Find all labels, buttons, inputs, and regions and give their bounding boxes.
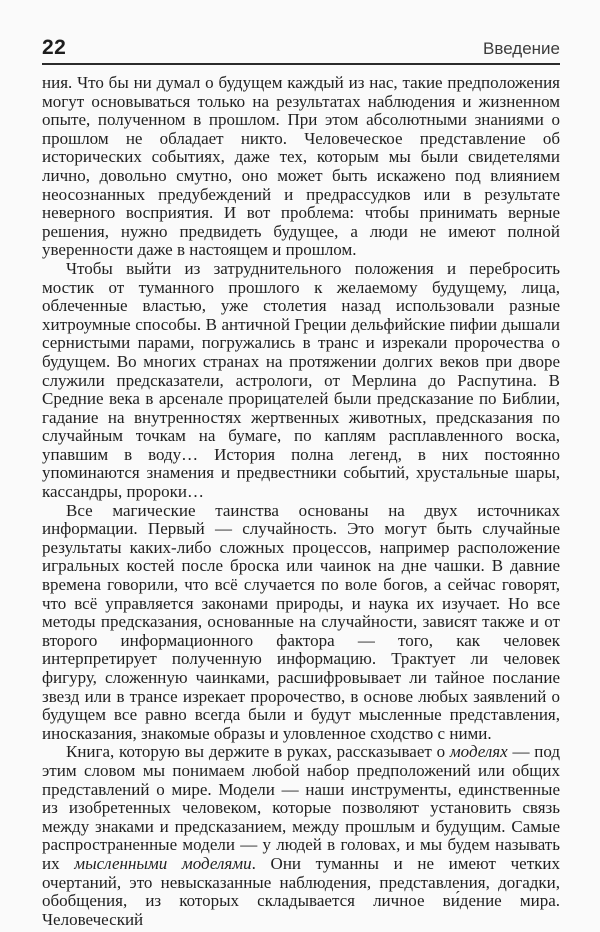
text-segment: Книга, которую вы держите в руках, рассказывает о bbox=[66, 742, 450, 762]
paragraph bbox=[42, 502, 560, 744]
text-segment: ния. Что бы ни думал о будущем каждый из нас, такие предположения могут основываться только на результатах наблюдения и жизненном опыте, полученном в прошлом. При этом абсолютными знаниями о прошлом не обладает никто. Человеческое представление об исторических событиях, даже тех, которым мы были свидетелями лично, довольно смутно, оно может быть искажено под влиянием неосознанных предубеждений и предрассудков или в результате неверного восприятия. И вот проблема: чтобы принимать верные решения, нужно предвидеть будущее, а люди не имеют полной уверенности даже в настоящем и прошлом. bbox=[42, 73, 560, 260]
text-segment: — под этим словом мы понимаем любой набор предположений или общих представлений о мире. Модели — наши инструменты, единственные из изобретенных человеком, которые позволяют установить связь между знаками и предсказанием, между прошлым и будущим. Самые распространенные модели — у людей в головах, и мы будем называть их bbox=[42, 742, 560, 873]
paragraph bbox=[42, 743, 560, 929]
paragraph bbox=[42, 260, 560, 502]
italic-text-segment: мысленными моделями bbox=[74, 853, 252, 873]
page-text bbox=[42, 74, 560, 929]
text-segment: Чтобы выйти из затруднительного положения и перебросить мостик от туманного прошлого к желаемому будущему, лица, облеченные властью, уже столетия назад использовали разные хитроумные способы. В античной Греции дельфийские пифии дышали сернистыми парами, погружались в транс и изрекали пророчества о будущем. Во многих странах на протяжении долгих веков при дворе служили предсказатели, астрологи, от Мерлина до Распутина. В Средние века в арсенале прорицателей были предсказание по Библии, гадание на внутренностях жертвенных животных, предсказания по случайным точкам на бумаге, по каплям расплавленного воска, упавшим в воду… История полна легенд, в них постоянно упоминаются знамения и предвестники событий, хрустальные шары, кассандры, пророки… bbox=[42, 258, 560, 502]
page-number: 22 bbox=[42, 36, 67, 59]
paragraph bbox=[42, 74, 560, 260]
text-segment: Все магические таинства основаны на двух источниках информации. Первый — случайность. Это могут быть случайные результаты каких-либо сложных процессов, например расположение игральных костей после броска или чаинок на дне чашки. В давние времена говорили, что всё случается по воле богов, а сейчас говорят, что всё управляется законами природы, и наука их изучает. Но все методы предсказания, основанные на случайности, зависят также и от второго информационного фактора — того, как человек интерпретирует полученную информацию. Трактует ли человек фигуру, сложенную чаинками, расшифровывает ли тайное послание звезд или в трансе изрекает пророчество, в основе любых заявлений о будущем все равно всегда были и будут мысленные представления, иносказания, знакомые образы и уловленное сходство с ними. bbox=[42, 500, 560, 743]
italic-text-segment: моделях bbox=[449, 742, 508, 762]
chapter-title: Введение bbox=[483, 39, 560, 58]
page-header bbox=[42, 36, 560, 65]
text-segment: . Они туманны и не имеют четких очертаний, это невысказанные наблюдения, представления, догадки, обобщения, из которых складывается личное ви́дение мира. Человеческий bbox=[42, 853, 560, 929]
